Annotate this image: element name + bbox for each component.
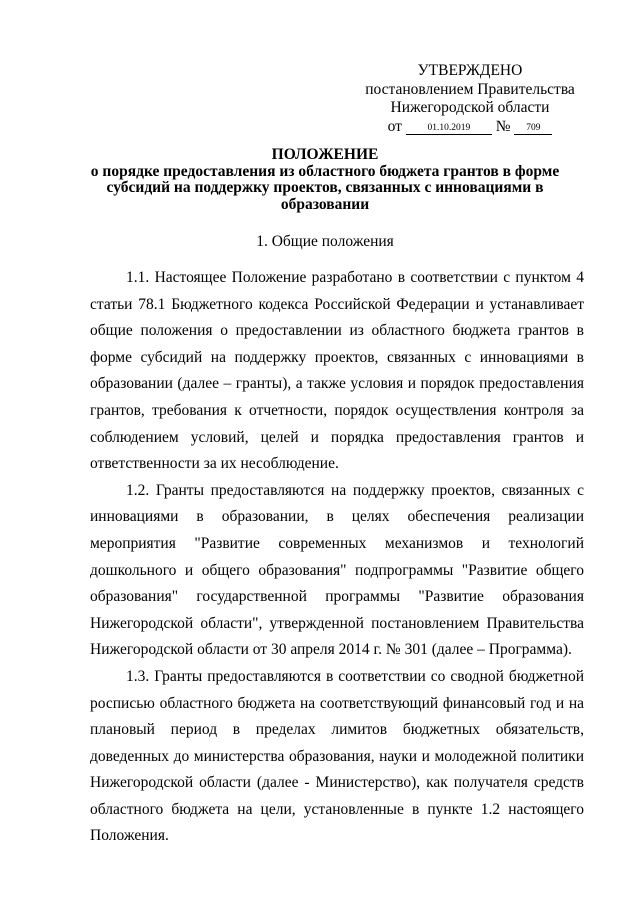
approval-authority-line: постановлением Правительства (365, 80, 575, 98)
from-label: от (387, 117, 402, 135)
title-heading: ПОЛОЖЕНИЕ (271, 146, 379, 163)
approved-label: УТВЕРЖДЕНО (417, 62, 523, 79)
title-subheading: о порядке предоставления из областного бюджета грантов в форме субсидий на поддержку проектов, связанных с инновациями в образовании (90, 162, 560, 213)
approval-region-line: Нижегородской области (390, 99, 550, 116)
document-title (90, 147, 560, 213)
approval-date: 01.10.2019 (406, 122, 492, 135)
number-label: № (495, 117, 511, 135)
paragraph: 1.2. Гранты предоставляются на поддержку проектов, связанных с инновациями в образовании, в целях обеспечения реализации мероприятия "Развитие современных механизмов и технологий дошкольного и общего образования" подпрограммы "Развитие общего образования" государственной программы "Развитие образования Нижегородской области", утвержденной постановлением Правительства Нижегородской области от 30 апреля 2014 г. № 301 (далее – Программа). (90, 481, 584, 659)
document-body (90, 265, 584, 850)
section-title: 1. Общие положения (256, 233, 394, 250)
approval-stamp (360, 62, 580, 136)
approval-date-row (360, 118, 580, 137)
approval-number: 709 (514, 122, 552, 135)
paragraph: 1.1. Настоящее Положение разработано в соответствии с пунктом 4 статьи 78.1 Бюджетного кодекса Российской Федерации и устанавливает общие положения о предоставлении из областного бюджета грантов в форме субсидий на поддержку проектов, связанных с инновациями в образовании (далее – гранты), а также условия и порядок предоставления грантов, требования к отчетности, порядок осуществления контроля за соблюдением условий, целей и порядка предоставления грантов и ответственности за их несоблюдение. (90, 269, 584, 473)
paragraph: 1.3. Гранты предоставляются в соответствии со сводной бюджетной росписью областного бюджета на соответствующий финансовый год и на плановый период в пределах лимитов бюджетных обязательств, доведенных до министерства образования, науки и молодежной политики Нижегородской области (далее - Министерство), как получателя средств областного бюджета на цели, установленные в пункте 1.2 настоящего Положения. (90, 667, 584, 845)
